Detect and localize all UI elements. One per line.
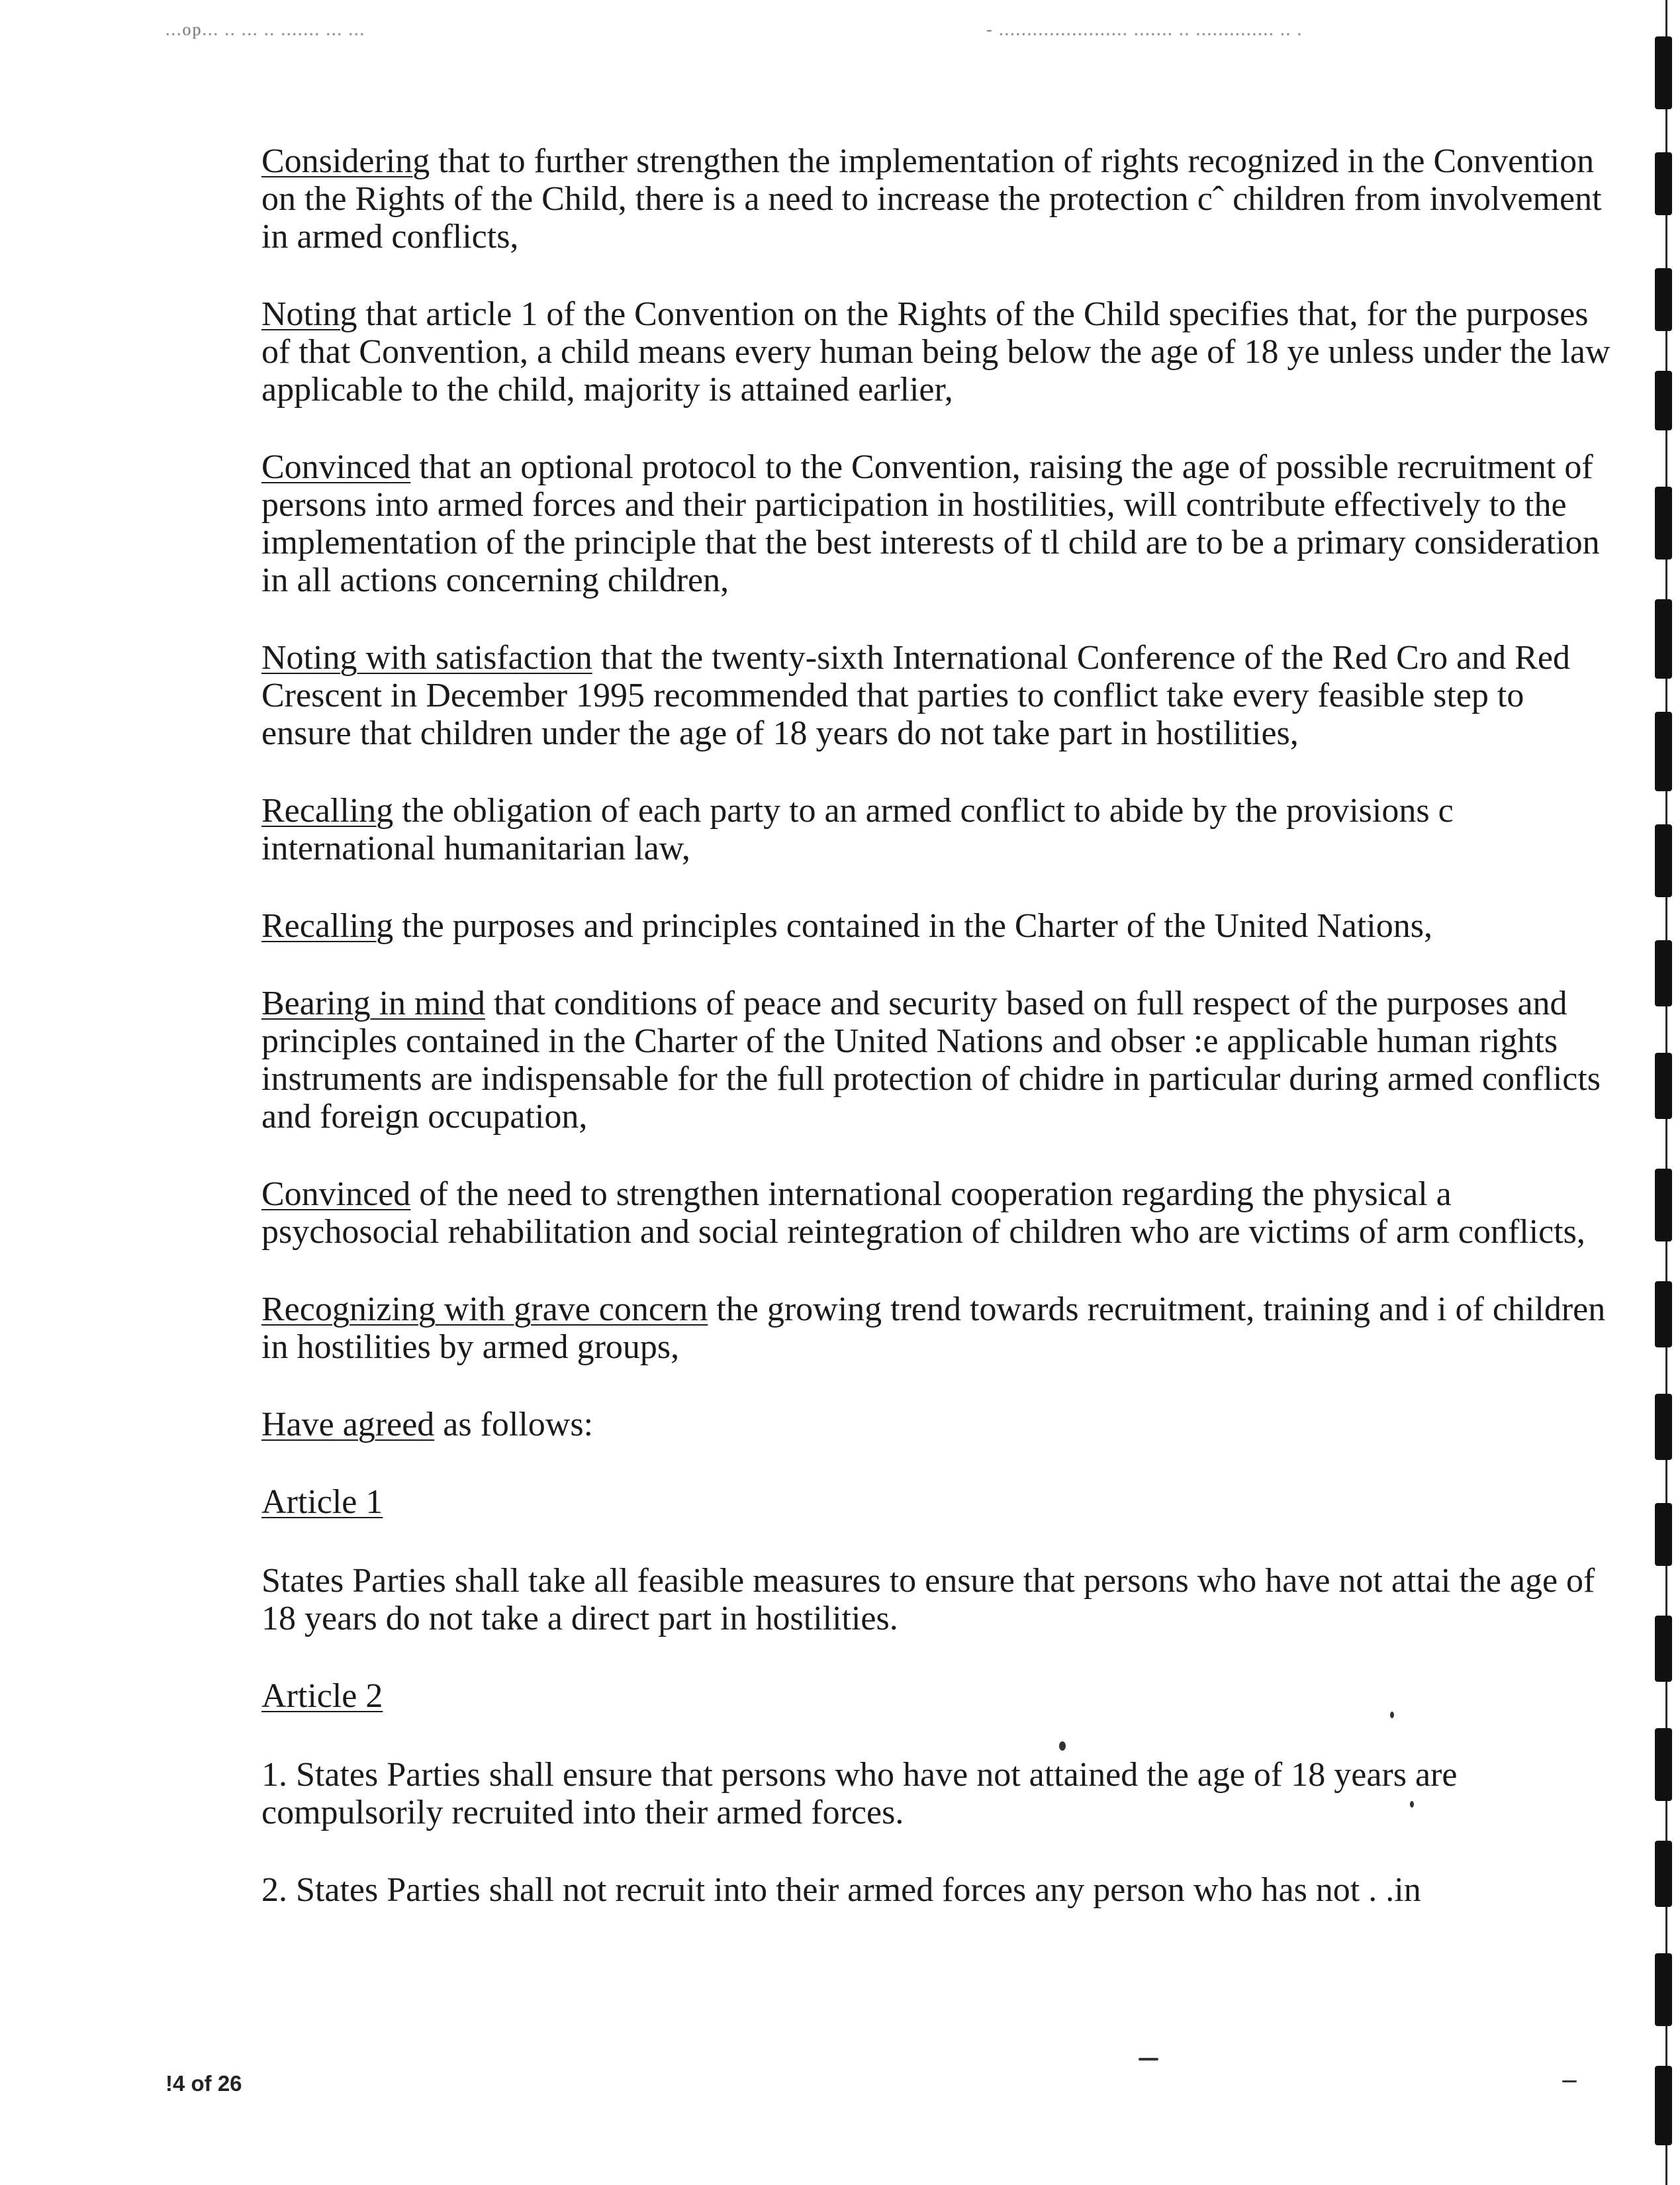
scan-edge-marks	[1640, 0, 1680, 2185]
article-1-heading	[261, 1483, 1612, 1521]
preamble-paragraph-10	[261, 1406, 1612, 1443]
paragraph-lead: Bearing in mind	[261, 985, 485, 1022]
scan-mark	[1655, 1053, 1672, 1119]
running-header	[165, 20, 1589, 46]
preamble-paragraph-1	[261, 142, 1612, 256]
scan-mark	[1655, 487, 1672, 559]
article-1-text: States Parties shall take all feasible measures to ensure that persons who have not attai the age of 18 years do not take a direct part in hostilities.	[261, 1562, 1595, 1637]
paragraph-text: that conditions of peace and security based on full respect of the purposes and principles contained in the Charter of the United Nations and obser :e applicable human rights instruments are indispensable for the full protection of chidre in particular during armed conflicts and foreign occupation,	[261, 985, 1601, 1136]
scan-mark	[1655, 940, 1672, 1006]
paragraph-text: the purposes and principles contained in the Charter of the United Nations,	[393, 907, 1432, 945]
paragraph-text: as follows:	[434, 1406, 594, 1443]
paragraph-text: that article 1 of the Convention on the Rights of the Child specifies that, for the purposes of that Convention, a child means every human being below the age of 18 ye unless under the law applicable to the child, majority is attained earlier,	[261, 295, 1610, 409]
scan-speck	[1139, 2058, 1158, 2061]
scan-mark	[1655, 36, 1672, 109]
scan-mark	[1655, 824, 1672, 897]
header-right: - ....................... ....... .. .............. .. .	[986, 20, 1303, 39]
preamble-paragraph-4	[261, 639, 1612, 752]
scan-mark	[1655, 1394, 1672, 1460]
paragraph-lead: Convinced	[261, 1175, 411, 1213]
paragraph-lead: Noting	[261, 295, 357, 333]
article-2-heading	[261, 1677, 1612, 1715]
paragraph-lead: Recognizing with grave concern	[261, 1290, 708, 1328]
scan-mark	[1655, 599, 1672, 679]
preamble-paragraph-5	[261, 792, 1612, 867]
paragraph-lead: Noting with satisfaction	[261, 639, 592, 677]
preamble-paragraph-9	[261, 1290, 1612, 1366]
paragraph-lead: Recalling	[261, 792, 394, 830]
preamble-paragraph-2	[261, 295, 1612, 409]
scan-mark	[1655, 1728, 1672, 1801]
scan-speck	[1410, 1801, 1414, 1808]
scan-mark	[1655, 1503, 1672, 1566]
paragraph-lead: Convinced	[261, 448, 411, 486]
paragraph-lead: Considering	[261, 142, 430, 180]
scan-mark	[1655, 152, 1672, 215]
preamble-paragraph-3	[261, 448, 1612, 599]
preamble-paragraph-8	[261, 1175, 1612, 1251]
paragraph-lead: Have agreed	[261, 1406, 435, 1443]
scan-speck	[1390, 1712, 1394, 1718]
header-left: ...op... .. ... .. ....... ... ...	[165, 20, 365, 39]
scan-mark	[1655, 1841, 1672, 1907]
paragraph-text: of the need to strengthen international cooperation regarding the physical a psychosocial rehabilitation and social reintegration of children who are victims of arm conflicts,	[261, 1175, 1585, 1251]
scan-mark	[1655, 1169, 1672, 1241]
article-2-title: Article 2	[261, 1677, 383, 1715]
paragraph-lead: Recalling	[261, 907, 394, 945]
preamble-paragraph-7	[261, 985, 1612, 1136]
paragraph-text: that an optional protocol to the Convention, raising the age of possible recruitment of persons into armed forces and their participation in hostilities, will contribute effectively to the implementation of the principle that the best interests of tl child are to be a primary consideration in all actions concerning children,	[261, 448, 1600, 599]
paragraph-text: that to further strengthen the implementation of rights recognized in the Convention on the Rights of the Child, there is a need to increase the protection cˆ children from involvement in armed conflicts,	[261, 142, 1602, 256]
article-2-paragraph-2: 2. States Parties shall not recruit into their armed forces any person who has not . .in	[261, 1871, 1421, 1909]
document-body	[261, 142, 1612, 1949]
scan-mark	[1655, 1616, 1672, 1682]
paragraph-text: the growing trend towards recruitment, training and i of children in hostilities by armed groups,	[261, 1290, 1606, 1366]
scan-mark	[1655, 371, 1672, 430]
article-1-title: Article 1	[261, 1483, 383, 1521]
scan-mark	[1655, 268, 1672, 331]
scan-mark	[1655, 1953, 1672, 2026]
page-number: !4 of 26	[165, 2071, 242, 2096]
scan-mark	[1655, 2066, 1672, 2145]
preamble-paragraph-6	[261, 907, 1612, 945]
scan-speck	[1562, 2080, 1577, 2082]
paragraph-text: the obligation of each party to an armed conflict to abide by the provisions c international humanitarian law,	[261, 792, 1454, 867]
article-2-paragraph-1: 1. States Parties shall ensure that persons who have not attained the age of 18 years are compulsorily recruited into their armed forces.	[261, 1756, 1458, 1831]
scan-mark	[1655, 712, 1672, 791]
scan-mark	[1655, 1281, 1672, 1347]
scan-speck	[1059, 1741, 1066, 1751]
paragraph-text: that the twenty-sixth International Conference of the Red Cro and Red Crescent in December 1995 recommended that parties to conflict take every feasible step to ensure that children under the age of 18 years do not take part in hostilities,	[261, 639, 1570, 752]
